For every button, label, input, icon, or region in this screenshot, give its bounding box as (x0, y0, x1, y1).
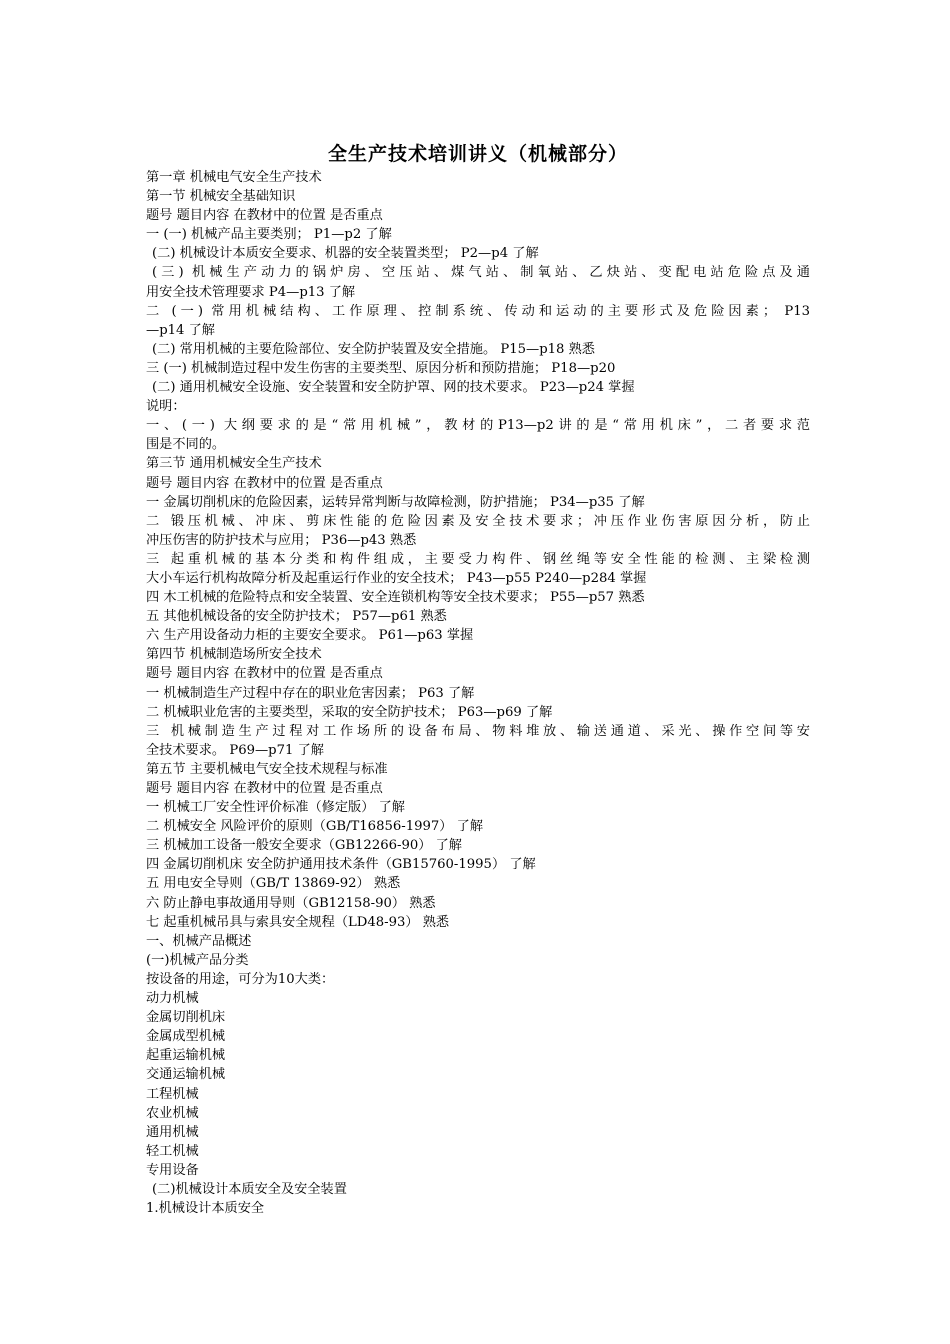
text-line: 动力机械 (146, 991, 199, 1007)
text-line: 题号 题目内容 在教材中的位置 是否重点 (146, 781, 383, 796)
text-line: (二)机械设计本质安全及安全装置 (152, 1181, 347, 1197)
text-line: (一)机械产品分类 (146, 952, 249, 968)
text-line: —p14 了解 (146, 322, 215, 338)
text-line: 一 (一) 机械产品主要类别； P1—p2 了解 (146, 227, 392, 243)
text-line: 冲压伤害的防护技术与应用； P36—p43 熟悉 (146, 532, 417, 548)
text-line: 六 生产用设备动力柜的主要安全要求。 P61—p63 掌握 (146, 628, 474, 644)
text-line: 一 金属切削机床的危险因素，运转异常判断与故障检测，防护措施； P34—p35 了解 (146, 494, 645, 510)
text-line: 题号 题目内容 在教材中的位置 是否重点 (146, 475, 383, 491)
text-line: 第一章 机械电气安全生产技术 (146, 170, 322, 185)
text-line: 四 木工机械的危险特点和安全装置、安全连锁机构等安全技术要求； P55—p57 熟悉 (146, 590, 645, 606)
text-line: (二) 常用机械的主要危险部位、安全防护装置及安全措施。 P15—p18 熟悉 (152, 341, 595, 357)
text-line: 第四节 机械制造场所安全技术 (146, 647, 322, 663)
text-line: 农业机械 (146, 1105, 199, 1121)
document-body (146, 168, 810, 1218)
text-line: (二) 通用机械安全设施、安全装置和安全防护罩、网的技术要求。 P23—p24 掌握 (152, 380, 635, 396)
text-line: 第五节 主要机械电气安全技术规程与标准 (146, 761, 388, 777)
text-line: 说明： (146, 399, 186, 415)
text-line: 五 其他机械设备的安全防护技术； P57—p61 熟悉 (146, 609, 447, 625)
text-line: 五 用电安全导则（GB/T 13869-92） 熟悉 (146, 876, 401, 892)
text-line: 围是不同的。 (146, 437, 226, 453)
text-line: 题号 题目内容 在教材中的位置 是否重点 (146, 666, 383, 682)
text-line: 七 起重机械吊具与索具安全规程（LD48-93） 熟悉 (146, 914, 450, 930)
text-line: 二 机械职业危害的主要类型，采取的安全防护技术； P63—p69 了解 (146, 704, 553, 720)
text-line: 三 (一) 机械制造过程中发生伤害的主要类型、原因分析和预防措施； P18—p20 (146, 360, 616, 376)
text-line: (二) 机械设计本质安全要求、机器的安全装置类型； P2—p4 了解 (152, 246, 539, 262)
text-line: 题号 题目内容 在教材中的位置 是否重点 (146, 208, 383, 224)
text-line: 起重运输机械 (146, 1048, 226, 1064)
text-line: 交通运输机械 (146, 1067, 226, 1083)
text-line: 四 金属切削机床 安全防护通用技术条件（GB15760-1995） 了解 (146, 857, 536, 873)
text-line: 用安全技术管理要求 P4—p13 了解 (146, 284, 356, 300)
text-line: 第三节 通用机械安全生产技术 (146, 456, 322, 472)
document-title: 全生产技术培训讲义（机械部分） (327, 143, 628, 165)
text-line: 三 起重机械的基本分类和构件组成，主要受力构件、钢丝绳等安全性能的检测、主梁检测 (146, 551, 810, 567)
text-line: 工程机械 (146, 1086, 199, 1102)
text-line: 专用设备 (146, 1162, 199, 1178)
text-line: 第一节 机械安全基础知识 (146, 189, 296, 205)
text-line: 轻工机械 (146, 1143, 199, 1159)
text-line: 二 锻压机械、冲床、剪床性能的危险因素及安全技术要求；冲压作业伤害原因分析，防止 (146, 513, 810, 529)
text-line: 三 机械加工设备一般安全要求（GB12266-90） 了解 (146, 838, 462, 854)
text-line: 1.机械设计本质安全 (146, 1201, 265, 1217)
text-line: (三) 机械生产动力的锅炉房、空压站、煤气站、制氧站、乙炔站、变配电站危险点及通 (152, 265, 810, 281)
text-line: 全技术要求。 P69—p71 了解 (146, 742, 324, 758)
text-line: 一、(一) 大纲要求的是“常用机械”，教材的P13—p2讲的是“常用机床”，二者要求范 (146, 418, 810, 434)
text-line: 一 机械制造生产过程中存在的职业危害因素； P63 了解 (146, 685, 475, 701)
text-line: 一 机械工厂安全性评价标准（修定版） 了解 (146, 800, 405, 816)
text-line: 二 (一) 常用机械结构、工作原理、控制系统、传动和运动的主要形式及危险因素； P13 (146, 303, 810, 319)
document-page (146, 140, 810, 1218)
text-line: 二 机械安全 风险评价的原则（GB/T16856-1997） 了解 (146, 819, 484, 835)
text-line: 一、机械产品概述 (146, 933, 252, 949)
text-line: 按设备的用途，可分为10大类： (146, 971, 335, 987)
text-line: 金属切削机床 (146, 1010, 226, 1026)
text-line: 六 防止静电事故通用导则（GB12158-90） 熟悉 (146, 895, 436, 911)
text-line: 三 机械制造生产过程对工作场所的设备布局、物料堆放、输送通道、采光、操作空间等安 (146, 723, 810, 739)
text-line: 金属成型机械 (146, 1029, 226, 1045)
text-line: 大小车运行机构故障分析及起重运行作业的安全技术； P43—p55 P240—p284 掌握 (146, 570, 647, 586)
text-line: 通用机械 (146, 1124, 199, 1140)
